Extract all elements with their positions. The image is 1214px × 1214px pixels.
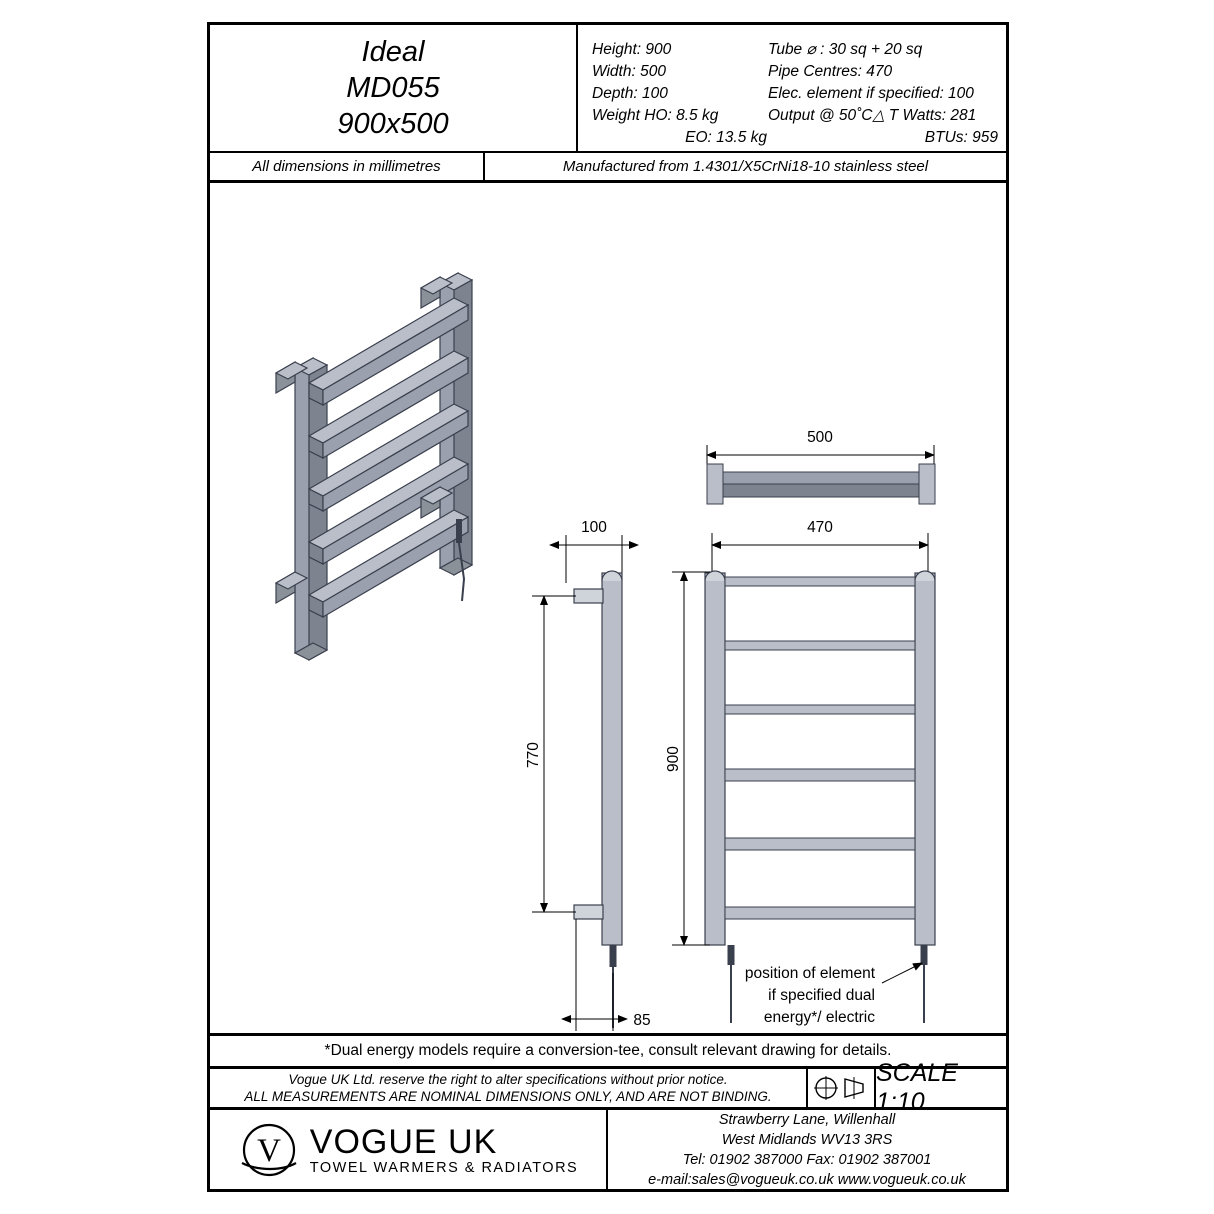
title-block-header bbox=[210, 25, 1006, 153]
spec-depth: Depth: 100 bbox=[592, 85, 668, 102]
element-note-line3: energy*/ electric bbox=[763, 1009, 875, 1026]
model-number: MD055 bbox=[346, 72, 440, 104]
specifications-cell bbox=[578, 25, 1006, 151]
title-block-subheader bbox=[210, 153, 1006, 183]
spec-element: Elec. element if specified: 100 bbox=[768, 85, 974, 102]
company-logo-cell bbox=[210, 1110, 608, 1189]
dim-pipe-centres-470: 470 bbox=[807, 519, 833, 536]
product-size: 900x500 bbox=[337, 108, 449, 140]
brand-name: Ideal bbox=[361, 36, 425, 68]
address-line-3: Tel: 01902 387000 Fax: 01902 387001 bbox=[682, 1151, 932, 1168]
dim-depth-100: 100 bbox=[581, 519, 607, 536]
spec-list-right bbox=[768, 39, 998, 149]
address-line-2: West Midlands WV13 3RS bbox=[721, 1131, 893, 1148]
plan-view bbox=[707, 429, 935, 504]
spec-width: Width: 500 bbox=[592, 63, 666, 80]
first-angle-projection-icon bbox=[808, 1069, 876, 1107]
element-note-line1: position of element bbox=[744, 965, 875, 982]
disclaimer-text bbox=[210, 1069, 808, 1107]
front-view bbox=[665, 519, 935, 1026]
address-line-4: e-mail:sales@vogueuk.co.uk www.vogueuk.co.uk bbox=[648, 1171, 966, 1188]
company-tagline: TOWEL WARMERS & RADIATORS bbox=[309, 1159, 579, 1176]
address-line-1: Strawberry Lane, Willenhall bbox=[718, 1111, 896, 1128]
spec-weight-eo: EO: 13.5 kg bbox=[685, 129, 767, 146]
technical-drawing bbox=[210, 183, 1006, 1043]
material-note: Manufactured from 1.4301/X5CrNi18-10 stainless steel bbox=[562, 158, 929, 175]
units-note: All dimensions in millimetres bbox=[210, 153, 485, 180]
disclaimer-row bbox=[210, 1059, 1006, 1116]
dim-bracket-770: 770 bbox=[525, 742, 542, 768]
spec-output-watts: Output @ 50˚C△ T Watts: 281 bbox=[768, 107, 977, 124]
company-name: VOGUE UK bbox=[309, 1122, 498, 1161]
dual-energy-footnote: *Dual energy models require a conversion-tee, consult relevant drawing for details. bbox=[210, 1033, 1006, 1066]
spec-weight-ho: Weight HO: 8.5 kg bbox=[592, 107, 719, 124]
spec-height: Height: 900 bbox=[592, 41, 672, 58]
drawing-frame bbox=[207, 22, 1009, 1192]
dim-height-900: 900 bbox=[665, 746, 682, 772]
dim-element-offset-85: 85 bbox=[633, 1012, 651, 1029]
spec-tube: Tube ⌀ : 30 sq + 20 sq bbox=[768, 41, 923, 58]
side-view bbox=[525, 519, 651, 1031]
company-address bbox=[608, 1110, 1006, 1189]
spec-pipe-centres: Pipe Centres: 470 bbox=[768, 63, 893, 80]
svg-text:V: V bbox=[256, 1132, 281, 1169]
company-footer bbox=[210, 1110, 1006, 1189]
element-note-line2: if specified dual bbox=[768, 987, 875, 1004]
isometric-view bbox=[276, 273, 472, 660]
product-title-cell bbox=[210, 25, 578, 151]
disclaimer-line-2: ALL MEASUREMENTS ARE NOMINAL DIMENSIONS ONLY, AND ARE NOT BINDING. bbox=[244, 1089, 772, 1104]
dim-width-500: 500 bbox=[807, 429, 833, 446]
vogue-logo-icon bbox=[238, 1119, 300, 1181]
spec-btus: BTUs: 959 bbox=[924, 129, 998, 146]
scale-label: SCALE 1:10 bbox=[876, 1059, 958, 1116]
spec-list-left bbox=[592, 39, 767, 149]
drawing-area bbox=[210, 183, 1006, 1043]
disclaimer-line-1: Vogue UK Ltd. reserve the right to alter specifications without prior notice. bbox=[288, 1072, 728, 1087]
